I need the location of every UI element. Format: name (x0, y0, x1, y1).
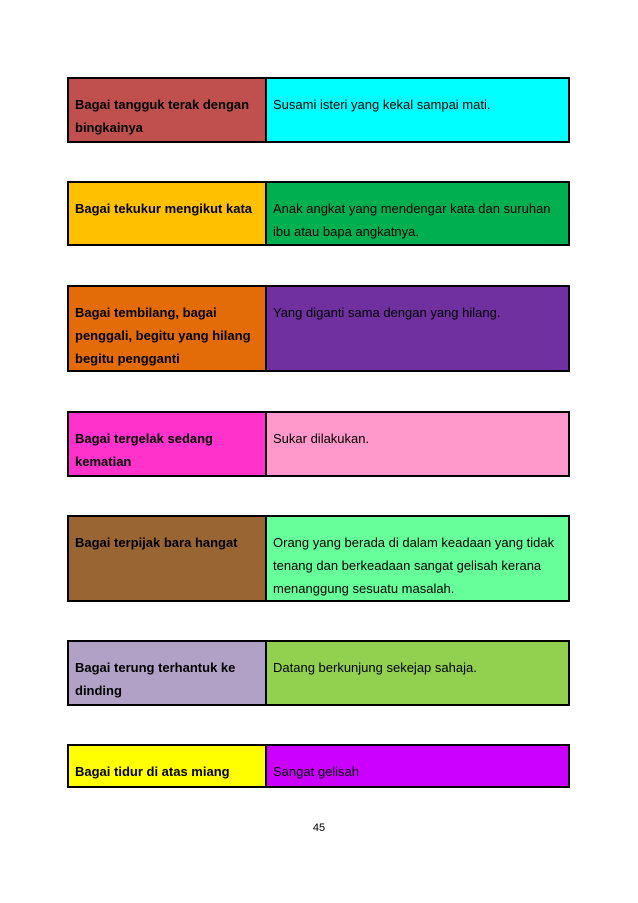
proverb-meaning: Anak angkat yang mendengar kata dan suruhan ibu atau bapa angkatnya. (267, 183, 568, 244)
proverb-row (67, 411, 570, 477)
proverb-row (67, 181, 570, 246)
proverb-term: Bagai tekukur mengikut kata (69, 183, 267, 244)
proverb-row (67, 515, 570, 602)
page-number: 45 (312, 822, 326, 834)
proverb-row (67, 640, 570, 706)
proverb-meaning: Sukar dilakukan. (267, 413, 568, 475)
proverb-term: Bagai tidur di atas miang (69, 746, 267, 786)
proverb-term: Bagai terung terhantuk ke dinding (69, 642, 267, 704)
proverb-row (67, 285, 570, 372)
proverb-meaning: Datang berkunjung sekejap sahaja. (267, 642, 568, 704)
proverb-term: Bagai terpijak bara hangat (69, 517, 267, 600)
proverb-meaning: Yang diganti sama dengan yang hilang. (267, 287, 568, 370)
proverb-row (67, 744, 570, 788)
proverb-meaning: Orang yang berada di dalam keadaan yang tidak tenang dan berkeadaan sangat gelisah kerana menanggung sesuatu masalah. (267, 517, 568, 600)
proverb-term: Bagai tangguk terak dengan bingkainya (69, 79, 267, 141)
proverb-term: Bagai tembilang, bagai penggali, begitu yang hilang begitu pengganti (69, 287, 267, 370)
proverb-meaning: Sangat gelisah (267, 746, 568, 786)
proverb-meaning: Susami isteri yang kekal sampai mati. (267, 79, 568, 141)
proverb-term: Bagai tergelak sedang kematian (69, 413, 267, 475)
proverb-row (67, 77, 570, 143)
